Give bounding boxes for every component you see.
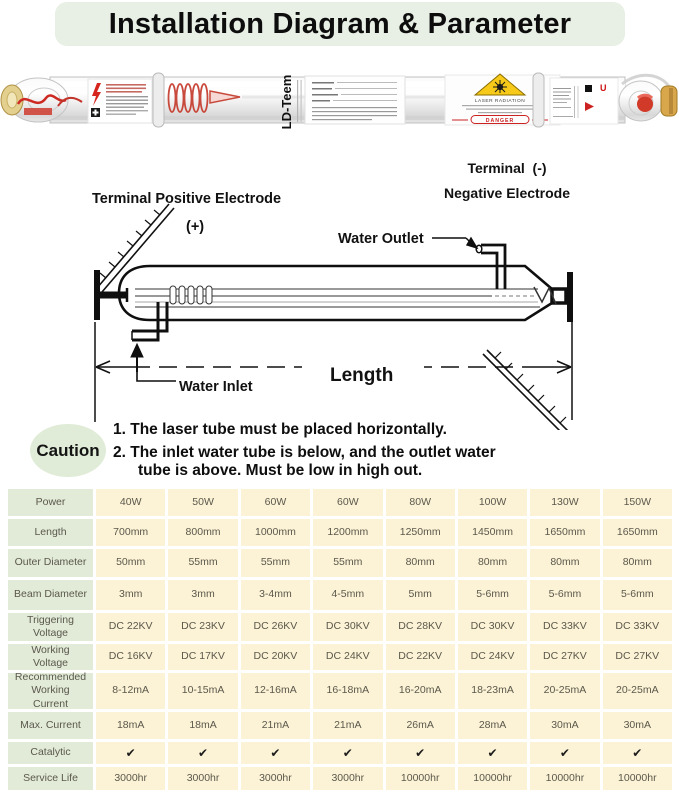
table-cell-r5-c3: DC 24KV <box>313 644 382 670</box>
table-cell-r8-c5: ✔ <box>458 742 527 764</box>
table-cell-r0-c4: 80W <box>386 489 455 516</box>
table-cell-r3-c3: 4-5mm <box>313 580 382 610</box>
table-cell-r2-c0: 50mm <box>96 549 165 577</box>
table-cell-r8-c2: ✔ <box>241 742 310 764</box>
table-cell-r2-c6: 80mm <box>530 549 599 577</box>
table-cell-r7-c4: 26mA <box>386 712 455 739</box>
length-label: Length <box>330 365 394 386</box>
right-electrode-assembly <box>619 75 677 121</box>
u-mark: U <box>600 83 607 93</box>
table-cell-r5-c1: DC 17KV <box>168 644 237 670</box>
high-voltage-label <box>88 79 152 123</box>
table-cell-r6-c3: 16-18mA <box>313 673 382 709</box>
table-cell-r2-c5: 80mm <box>458 549 527 577</box>
caution-item-1: 1. The laser tube must be placed horizontally. <box>113 421 447 438</box>
table-cell-r8-c6: ✔ <box>530 742 599 764</box>
table-cell-r3-c2: 3-4mm <box>241 580 310 610</box>
black-square-icon <box>585 85 592 92</box>
table-cell-r3-c5: 5-6mm <box>458 580 527 610</box>
water-inlet-leader <box>131 344 176 381</box>
table-cell-r7-c2: 21mA <box>241 712 310 739</box>
row-label-7: Max. Current <box>8 712 93 739</box>
row-label-9: Service Life <box>8 767 93 790</box>
laser-tube-photo-svg <box>0 60 679 148</box>
glass-collar-ring <box>153 73 164 127</box>
installation-diagram-svg <box>0 150 679 430</box>
table-cell-r5-c4: DC 22KV <box>386 644 455 670</box>
table-cell-r0-c3: 60W <box>313 489 382 516</box>
table-cell-r7-c1: 18mA <box>168 712 237 739</box>
terminal-negative-label2: Negative Electrode <box>443 185 571 201</box>
installation-diagram <box>0 150 679 430</box>
table-cell-r2-c3: 55mm <box>313 549 382 577</box>
table-cell-r3-c0: 3mm <box>96 580 165 610</box>
table-cell-r3-c1: 3mm <box>168 580 237 610</box>
right-info-label <box>550 78 618 124</box>
table-cell-r0-c6: 130W <box>530 489 599 516</box>
table-cell-r2-c4: 80mm <box>386 549 455 577</box>
table-cell-r4-c6: DC 33KV <box>530 613 599 641</box>
table-cell-r7-c5: 28mA <box>458 712 527 739</box>
table-cell-r7-c0: 18mA <box>96 712 165 739</box>
negative-wire <box>483 350 570 430</box>
diagram-labels <box>92 160 570 395</box>
table-cell-r0-c1: 50W <box>168 489 237 516</box>
row-label-6: Recommended Working Current <box>8 673 93 709</box>
caution-item-2-line-2: tube is above. Must be low in high out. <box>138 462 423 479</box>
table-cell-r6-c4: 16-20mA <box>386 673 455 709</box>
danger-text: DANGER <box>485 117 515 124</box>
table-cell-r5-c6: DC 27KV <box>530 644 599 670</box>
table-cell-r8-c7: ✔ <box>603 742 672 764</box>
table-cell-r7-c3: 21mA <box>313 712 382 739</box>
table-cell-r2-c1: 55mm <box>168 549 237 577</box>
table-cell-r1-c4: 1250mm <box>386 519 455 546</box>
table-cell-r2-c2: 55mm <box>241 549 310 577</box>
table-cell-r0-c5: 100W <box>458 489 527 516</box>
table-cell-r8-c4: ✔ <box>386 742 455 764</box>
row-label-2: Outer Diameter <box>8 549 93 577</box>
terminal-positive-label: Terminal Positive Electrode <box>92 191 282 207</box>
table-cell-r7-c6: 30mA <box>530 712 599 739</box>
table-cell-r6-c7: 20-25mA <box>603 673 672 709</box>
row-label-4: Triggering Voltage <box>8 613 93 641</box>
table-cell-r5-c5: DC 24KV <box>458 644 527 670</box>
table-cell-r6-c5: 18-23mA <box>458 673 527 709</box>
table-cell-r5-c7: DC 27KV <box>603 644 672 670</box>
table-cell-r0-c7: 150W <box>603 489 672 516</box>
row-label-0: Power <box>8 489 93 516</box>
table-cell-r8-c1: ✔ <box>168 742 237 764</box>
table-cell-r9-c0: 3000hr <box>96 767 165 790</box>
table-cell-r5-c0: DC 16KV <box>96 644 165 670</box>
table-cell-r1-c1: 800mm <box>168 519 237 546</box>
table-cell-r4-c0: DC 22KV <box>96 613 165 641</box>
row-label-5: Working Voltage <box>8 644 93 670</box>
table-cell-r4-c4: DC 28KV <box>386 613 455 641</box>
table-cell-r9-c4: 10000hr <box>386 767 455 790</box>
table-cell-r6-c0: 8-12mA <box>96 673 165 709</box>
spec-label <box>305 76 405 124</box>
table-cell-r1-c0: 700mm <box>96 519 165 546</box>
table-cell-r2-c7: 80mm <box>603 549 672 577</box>
glass-collar-ring-2 <box>533 73 544 127</box>
table-cell-r9-c6: 10000hr <box>530 767 599 790</box>
right-terminal <box>552 272 570 322</box>
table-cell-r4-c2: DC 26KV <box>241 613 310 641</box>
row-label-8: Catalytic <box>8 742 93 764</box>
terminal-positive-sign: (+) <box>186 219 205 235</box>
table-cell-r1-c5: 1450mm <box>458 519 527 546</box>
table-cell-r0-c0: 40W <box>96 489 165 516</box>
inner-coil <box>170 286 212 304</box>
table-cell-r1-c6: 1650mm <box>530 519 599 546</box>
brand-text: LD-Teem <box>279 74 294 130</box>
table-cell-r0-c2: 60W <box>241 489 310 516</box>
table-cell-r9-c7: 10000hr <box>603 767 672 790</box>
table-cell-r9-c5: 10000hr <box>458 767 527 790</box>
table-cell-r4-c5: DC 30KV <box>458 613 527 641</box>
table-cell-r3-c6: 5-6mm <box>530 580 599 610</box>
table-cell-r8-c0: ✔ <box>96 742 165 764</box>
table-cell-r9-c1: 3000hr <box>168 767 237 790</box>
page-title: Installation Diagram & Parameter <box>55 2 625 46</box>
table-cell-r7-c7: 30mA <box>603 712 672 739</box>
parameter-table <box>8 489 672 790</box>
table-cell-r1-c3: 1200mm <box>313 519 382 546</box>
terminal-negative-label1: Terminal (-) <box>467 160 547 176</box>
table-cell-r9-c2: 3000hr <box>241 767 310 790</box>
caution-item-2-line-1: 2. The inlet water tube is below, and the outlet water <box>113 444 496 461</box>
table-cell-r8-c3: ✔ <box>313 742 382 764</box>
table-cell-r1-c7: 1650mm <box>603 519 672 546</box>
table-cell-r3-c7: 5-6mm <box>603 580 672 610</box>
table-cell-r6-c1: 10-15mA <box>168 673 237 709</box>
row-label-1: Length <box>8 519 93 546</box>
table-cell-r5-c2: DC 20KV <box>241 644 310 670</box>
table-cell-r4-c3: DC 30KV <box>313 613 382 641</box>
water-outlet-label: Water Outlet <box>338 231 424 247</box>
water-outlet-leader <box>432 238 477 248</box>
table-cell-r6-c6: 20-25mA <box>530 673 599 709</box>
table-cell-r6-c2: 12-16mA <box>241 673 310 709</box>
row-label-3: Beam Diameter <box>8 580 93 610</box>
table-cell-r9-c3: 3000hr <box>313 767 382 790</box>
table-cell-r3-c4: 5mm <box>386 580 455 610</box>
caution-badge: Caution <box>30 424 106 477</box>
laser-tube-photo <box>0 60 679 148</box>
water-inlet-label: Water Inlet <box>179 379 253 395</box>
laser-radiation-text: LASER RADIATION <box>474 99 526 104</box>
positive-wire <box>97 204 174 292</box>
table-cell-r4-c1: DC 23KV <box>168 613 237 641</box>
table-cell-r4-c7: DC 33KV <box>603 613 672 641</box>
table-cell-r1-c2: 1000mm <box>241 519 310 546</box>
